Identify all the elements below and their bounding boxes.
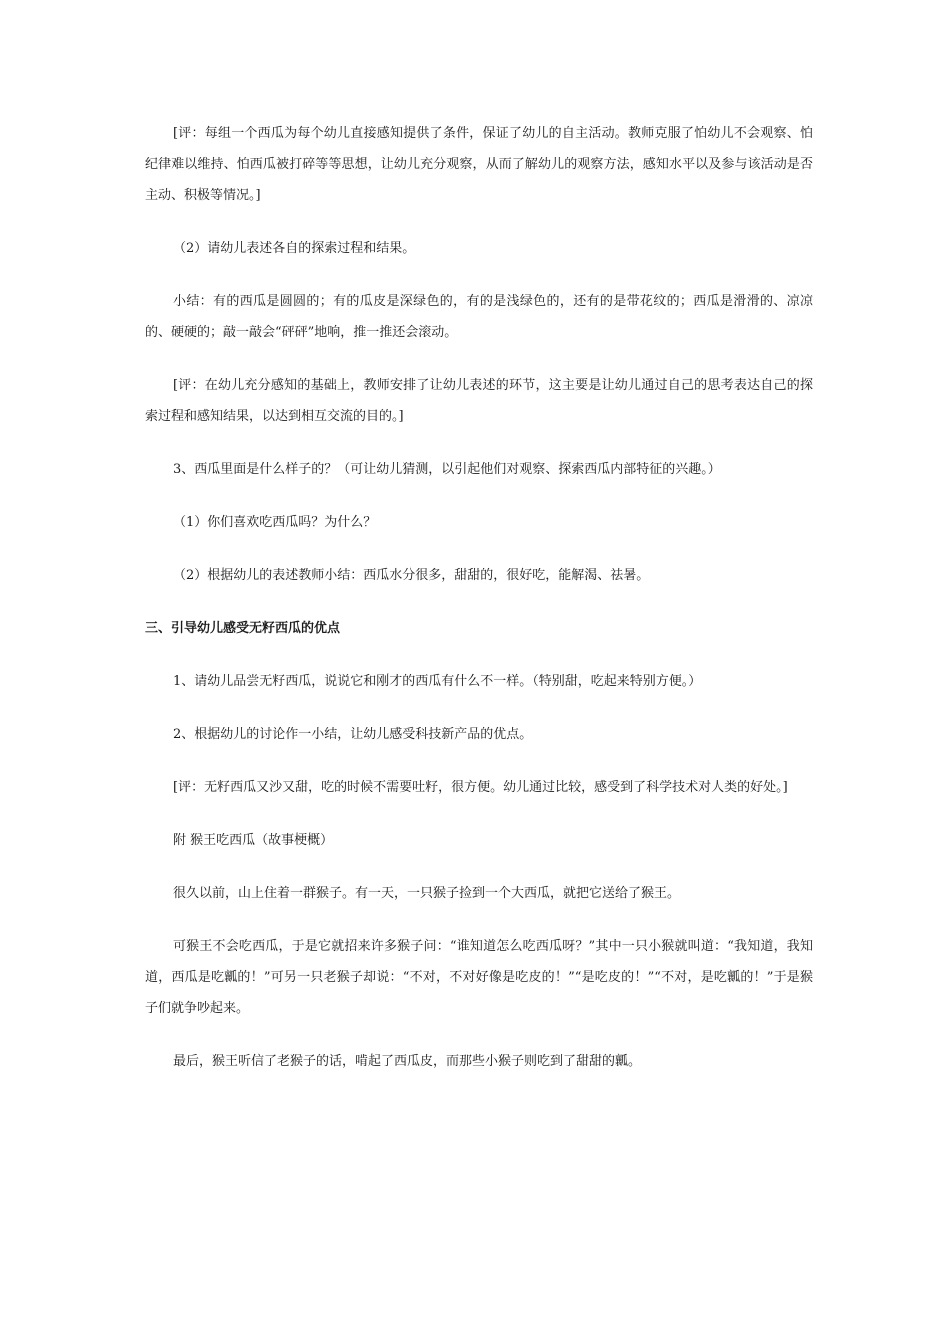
- document-page: [145, 118, 813, 1099]
- story-paragraph-2: 可猴王不会吃西瓜，于是它就招来许多猴子问：“谁知道怎么吃西瓜呀？”其中一只小猴就叫道：“我知道，我知道，西瓜是吃瓤的！”可另一只老猴子却说：“不对，不对好像是吃皮的！”“是吃皮的！”“不对，是吃瓤的！”于是猴子们就争吵起来。: [145, 939, 813, 1016]
- sub-question-1: （1）你们喜欢吃西瓜吗？为什么？: [173, 515, 377, 530]
- step-paragraph-2: （2）请幼儿表述各自的探索过程和结果。: [173, 241, 416, 256]
- summary-paragraph: 小结：有的西瓜是圆圆的；有的瓜皮是深绿色的，有的是浅绿色的，还有的是带花纹的；西瓜是滑滑的、凉凉的、硬硬的；敲一敲会“砰砰”地响，推一推还会滚动。: [145, 294, 813, 340]
- comment-paragraph-1: [评：每组一个西瓜为每个幼儿直接感知提供了条件，保证了幼儿的自主活动。教师克服了怕幼儿不会观察、怕纪律难以维持、怕西瓜被打碎等等思想，让幼儿充分观察，从而了解幼儿的观察方法，感知水平以及参与该活动是否主动、积极等情况。]: [145, 126, 813, 203]
- question-paragraph-3: 3、西瓜里面是什么样子的？（可让幼儿猜测，以引起他们对观察、探索西瓜内部特征的兴趣。）: [173, 462, 721, 477]
- comment-paragraph-3: [评：无籽西瓜又沙又甜，吃的时候不需要吐籽，很方便。幼儿通过比较，感受到了科学技术对人类的好处。]: [173, 780, 788, 795]
- section-heading-3: 三、引导幼儿感受无籽西瓜的优点: [145, 621, 341, 636]
- comment-paragraph-2: [评：在幼儿充分感知的基础上，教师安排了让幼儿表述的环节，这主要是让幼儿通过自己的思考表达自己的探索过程和感知结果，以达到相互交流的目的。]: [145, 378, 813, 424]
- step-paragraph-taste: 1、请幼儿品尝无籽西瓜，说说它和刚才的西瓜有什么不一样。（特别甜，吃起来特别方便。）: [173, 674, 702, 689]
- story-paragraph-3: 最后，猴王听信了老猴子的话，啃起了西瓜皮，而那些小猴子则吃到了甜甜的瓤。: [173, 1054, 642, 1069]
- step-paragraph-summary: 2、根据幼儿的讨论作一小结，让幼儿感受科技新产品的优点。: [173, 727, 533, 742]
- story-paragraph-1: 很久以前，山上住着一群猴子。有一天，一只猴子捡到一个大西瓜，就把它送给了猴王。: [173, 886, 681, 901]
- appendix-title: 附 猴王吃西瓜（故事梗概）: [173, 833, 334, 848]
- sub-question-2: （2）根据幼儿的表述教师小结：西瓜水分很多，甜甜的，很好吃，能解渴、祛暑。: [173, 568, 650, 583]
